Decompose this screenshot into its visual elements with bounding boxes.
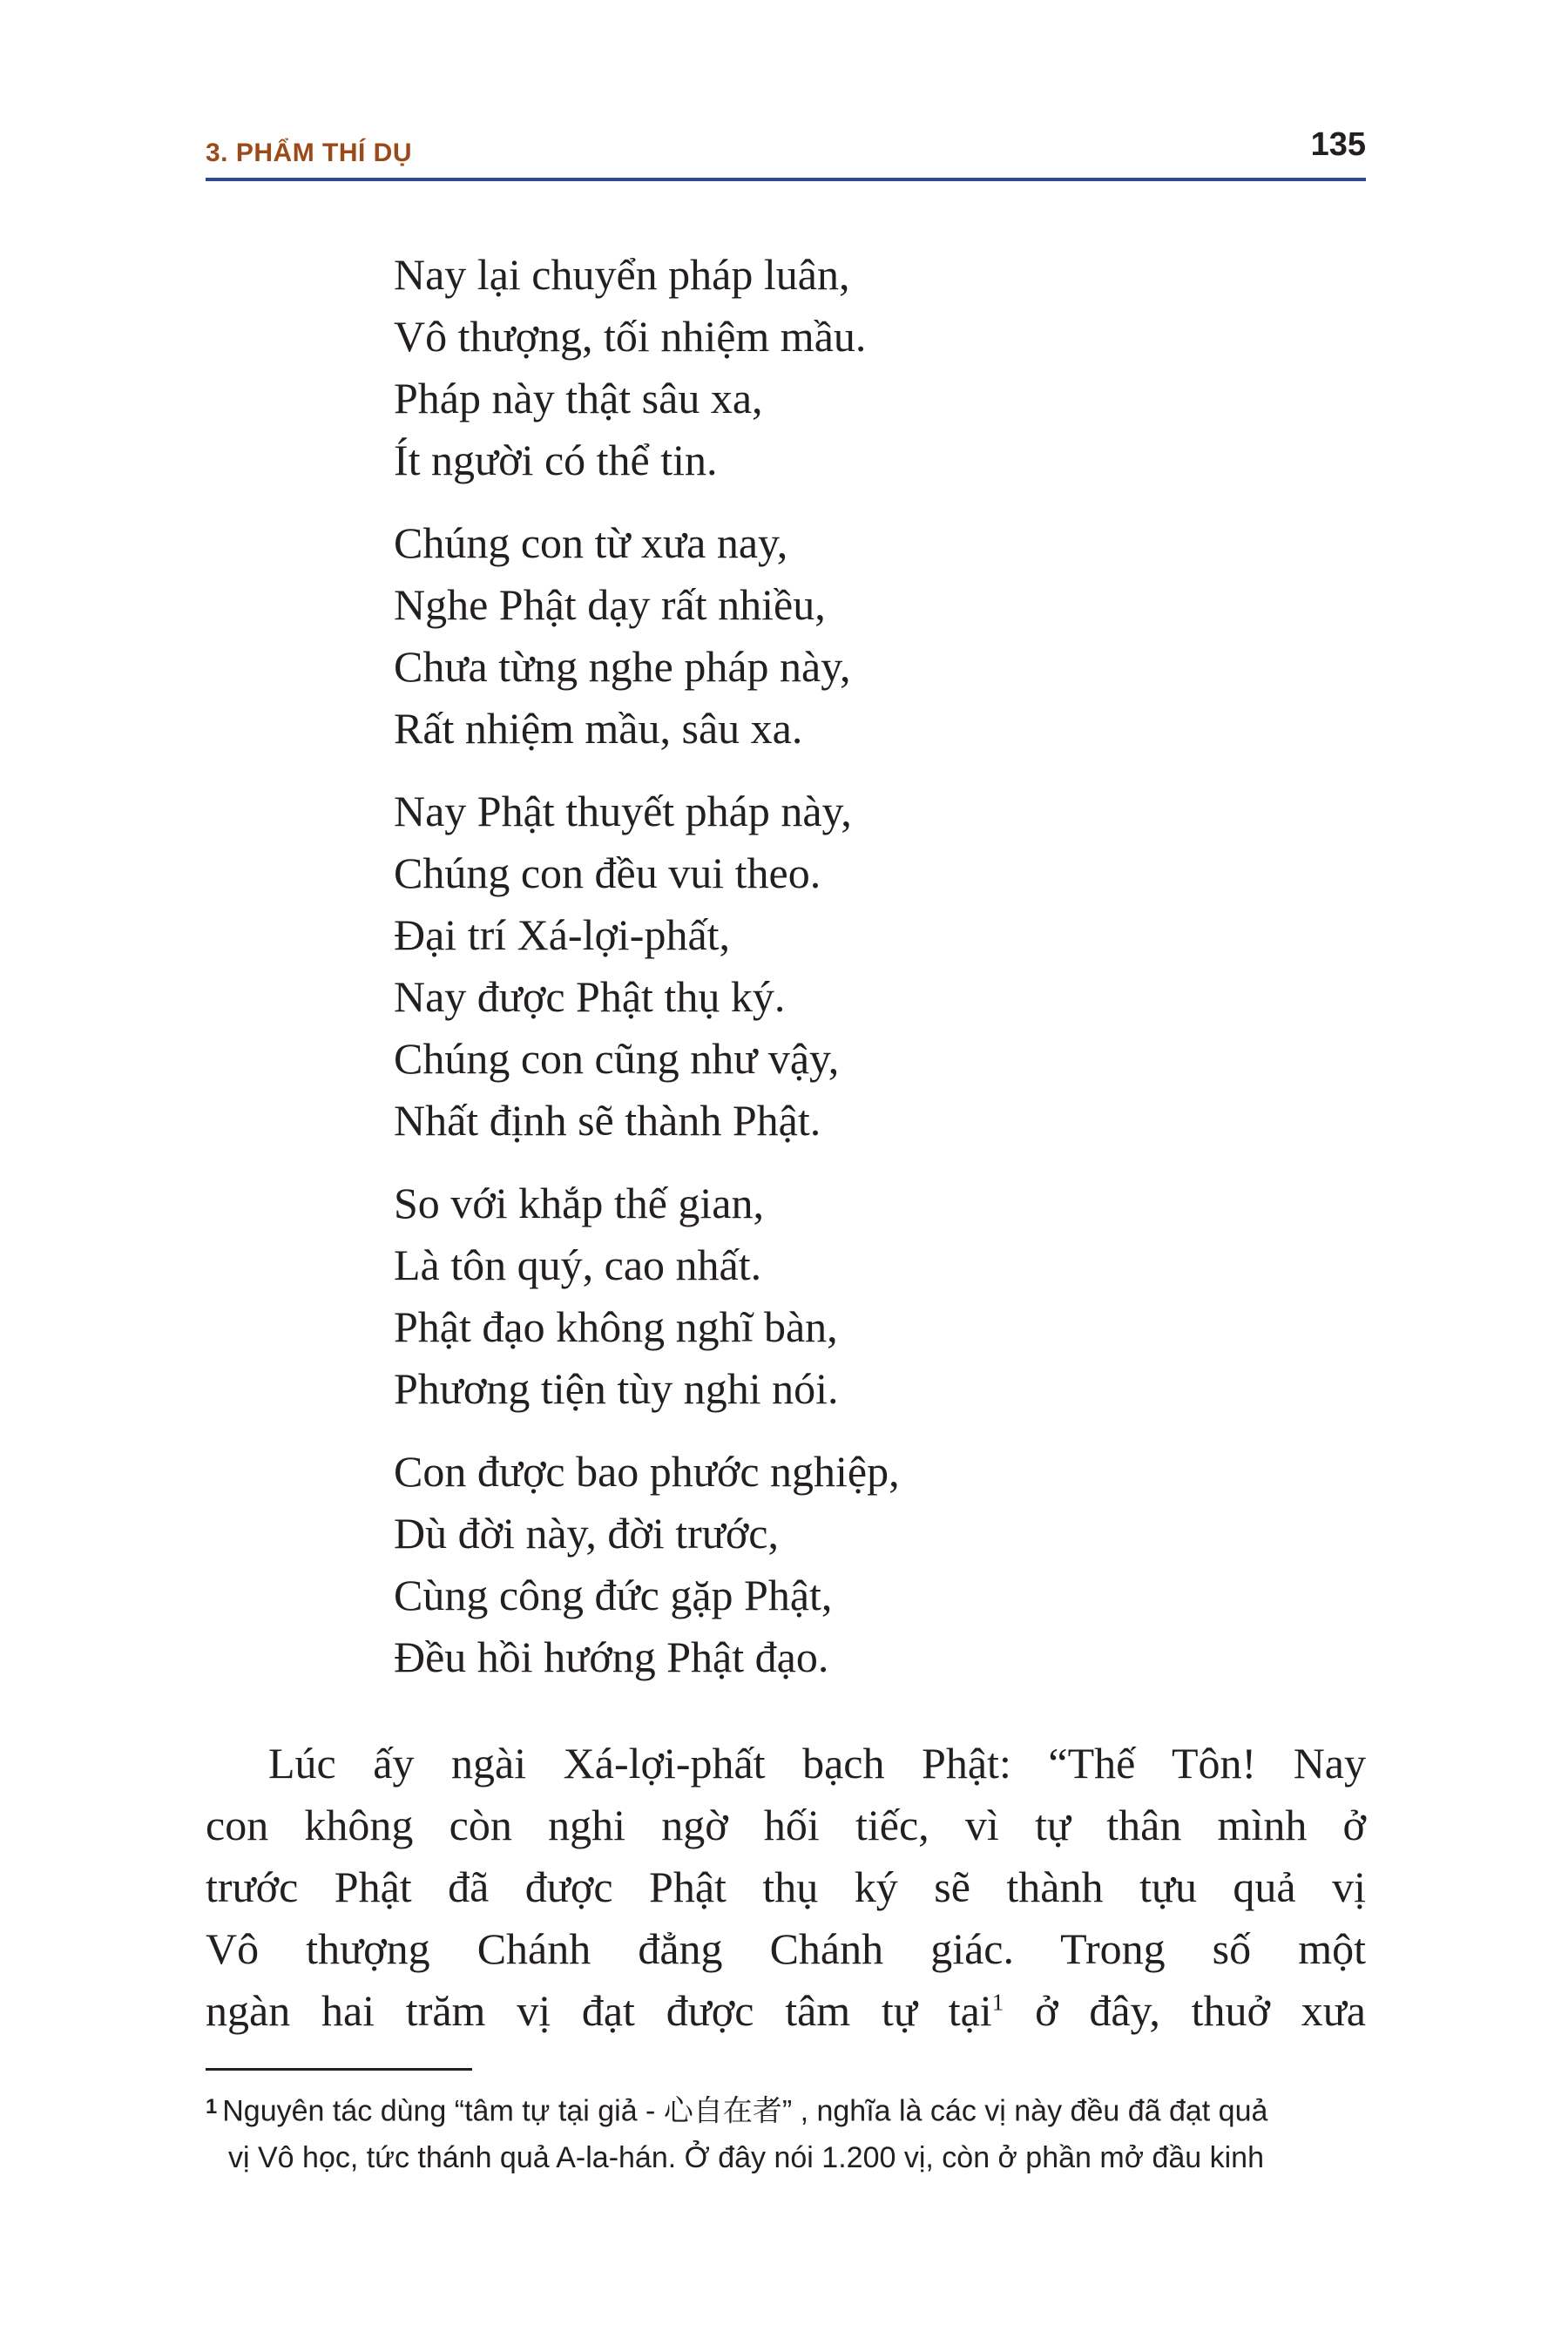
stanza xyxy=(394,781,1352,1152)
verse-line: Chúng con đều vui theo. xyxy=(394,848,821,897)
chapter-title: 3. PHẨM THÍ DỤ xyxy=(206,139,413,167)
footnote-rule xyxy=(206,2068,472,2071)
footnote xyxy=(206,2084,1366,2181)
prose-line-text: ngàn hai trăm vị đạt được tâm tự tại xyxy=(206,1986,992,2035)
footnote-line: vị Vô học, tức thánh quả A-la-hán. Ở đây nói 1.200 vị, còn ở phần mở đầu kinh xyxy=(228,2141,1264,2175)
verse-line: Nay Phật thuyết pháp này, xyxy=(394,787,852,835)
prose-line: con không còn nghi ngờ hối tiếc, vì tự thân mình ở xyxy=(206,1801,1366,1849)
verse-line: So với khắp thế gian, xyxy=(394,1179,764,1227)
verse-line: Nay được Phật thụ ký. xyxy=(394,972,786,1021)
verse-line: Đại trí Xá-lợi-phất, xyxy=(394,910,731,959)
footnote-text: Nguyên tác dùng “tâm tự tại giả - 心自在者” , nghĩa là các vị này đều đã đạt quả xyxy=(222,2094,1268,2128)
verse-line: Chúng con cũng như vậy, xyxy=(394,1034,840,1083)
footnote-line xyxy=(206,2084,1366,2134)
verse-line: Cùng công đức gặp Phật, xyxy=(394,1571,833,1619)
verse-line: Nay lại chuyển pháp luân, xyxy=(394,250,850,299)
verse-line: Nghe Phật dạy rất nhiều, xyxy=(394,580,826,629)
footnote-mark: 1 xyxy=(206,2095,218,2119)
verse-line: Chưa từng nghe pháp này, xyxy=(394,642,851,691)
verse-line: Đều hồi hướng Phật đạo. xyxy=(394,1632,829,1681)
verse-line: Pháp này thật sâu xa, xyxy=(394,374,763,422)
header-rule xyxy=(206,178,1366,181)
page-number: 135 xyxy=(1310,126,1366,163)
verse-line: Rất nhiệm mầu, sâu xa. xyxy=(394,704,803,753)
prose-paragraph xyxy=(206,1733,1366,2042)
prose-line: trước Phật đã được Phật thụ ký sẽ thành tựu quả vị xyxy=(206,1862,1366,1911)
prose-line: Vô thượng Chánh đẳng Chánh giác. Trong số một xyxy=(206,1924,1366,1973)
prose-line: Lúc ấy ngài Xá-lợi-phất bạch Phật: “Thế Tôn! Nay xyxy=(268,1739,1366,1788)
verse-line: Vô thượng, tối nhiệm mầu. xyxy=(394,312,867,361)
verse-line: Phương tiện tùy nghi nói. xyxy=(394,1364,839,1413)
verse-line: Phật đạo không nghĩ bàn, xyxy=(394,1302,838,1351)
verse-line: Chúng con từ xưa nay, xyxy=(394,518,788,567)
stanza xyxy=(394,244,1352,491)
poem xyxy=(394,244,1352,1688)
prose-line-text: ở đây, thuở xưa xyxy=(1004,1986,1366,2035)
verse-line: Ít người có thể tin. xyxy=(394,436,718,484)
verse-line: Dù đời này, đời trước, xyxy=(394,1509,779,1558)
footnote-reference[interactable]: 1 xyxy=(991,1988,1004,2016)
prose-line xyxy=(206,1980,1366,2042)
verse-line: Con được bao phước nghiệp, xyxy=(394,1447,900,1496)
verse-line: Nhất định sẽ thành Phật. xyxy=(394,1096,821,1145)
stanza xyxy=(394,1173,1352,1420)
page-header xyxy=(206,126,1366,179)
stanza xyxy=(394,512,1352,760)
stanza xyxy=(394,1441,1352,1688)
verse-line: Là tôn quý, cao nhất. xyxy=(394,1240,762,1289)
